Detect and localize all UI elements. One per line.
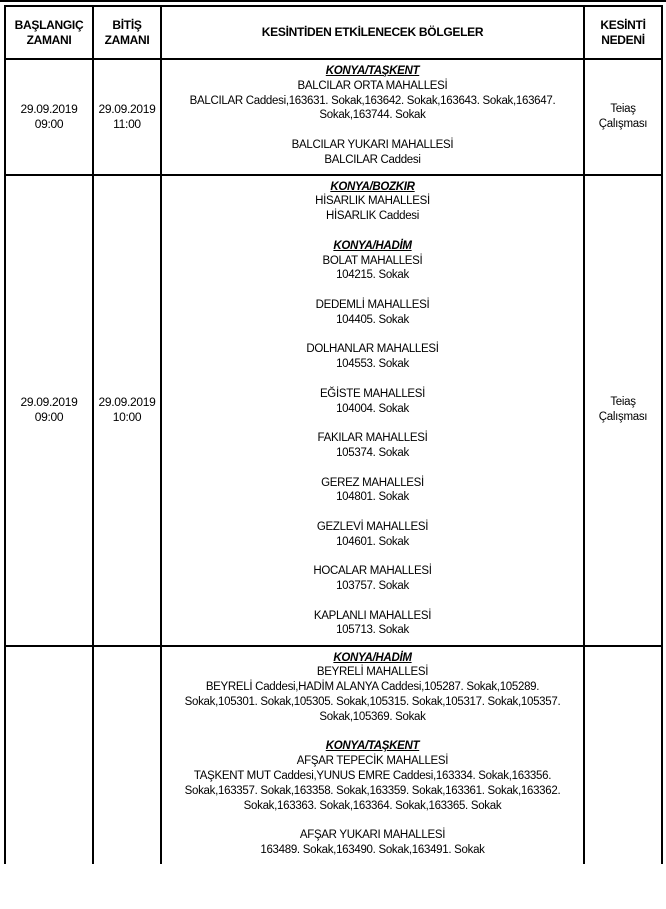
neighborhood-block [170, 298, 575, 328]
end-time-cell [93, 175, 161, 646]
neighborhood-name: KAPLANLI MAHALLESİ [313, 609, 432, 622]
neighborhood-block [170, 564, 575, 594]
outage-row [5, 59, 662, 175]
neighborhood-name: BALCILAR ORTA MAHALLESİ [297, 79, 448, 92]
outage-row [5, 175, 662, 646]
street-list: 163489. Sokak,163490. Sokak,163491. Sokak [260, 843, 485, 856]
neighborhood-name: BOLAT MAHALLESİ [322, 254, 423, 267]
neighborhood-name: AFŞAR YUKARI MAHALLESİ [299, 829, 446, 842]
start-time-cell [5, 59, 93, 175]
neighborhood-name: BALCILAR YUKARI MAHALLESİ [291, 138, 454, 151]
table-clip-region [4, 5, 664, 864]
end-date: 29.09.2019 [98, 101, 156, 116]
end-time: 10:00 [112, 410, 142, 425]
street-list: 104215. Sokak [336, 269, 409, 282]
neighborhood-name: FAKILAR MAHALLESİ [317, 432, 428, 445]
start-time: 09:00 [34, 116, 64, 131]
outage-reason-cell: Teiaş Çalışması [584, 175, 662, 646]
neighborhood-name: BEYRELİ MAHALLESİ [316, 666, 429, 679]
start-time: 09:00 [34, 410, 64, 425]
page-top-rule [0, 0, 666, 2]
table-header-row [5, 6, 662, 59]
neighborhood-name: DOLHANLAR MAHALLESİ [306, 343, 439, 356]
start-date: 29.09.2019 [20, 395, 78, 410]
street-list: 104553. Sokak [336, 358, 409, 371]
neighborhood-block [170, 431, 575, 461]
district-header: KONYA/HADİM [333, 239, 412, 252]
street-list: 104801. Sokak [336, 491, 409, 504]
end-time-cell [93, 646, 161, 864]
street-list: 103757. Sokak [336, 580, 409, 593]
regions-list [170, 651, 575, 864]
street-list: 104601. Sokak [336, 535, 409, 548]
street-list: 105713. Sokak [336, 624, 409, 637]
neighborhood-name: GEREZ MAHALLESİ [321, 476, 424, 489]
affected-regions-cell [161, 59, 584, 175]
start-date: 29.09.2019 [20, 101, 78, 116]
street-list: BALCILAR Caddesi [324, 153, 421, 166]
neighborhood-block [170, 520, 575, 550]
regions-list [170, 64, 575, 168]
neighborhood-block [170, 138, 575, 168]
neighborhood-block [170, 194, 575, 224]
neighborhood-block [170, 476, 575, 506]
neighborhood-name: DEDEMLİ MAHALLESİ [315, 298, 430, 311]
neighborhood-block [170, 79, 575, 123]
header-affected-regions: KESİNTİDEN ETKİLENECEK BÖLGELER [161, 6, 584, 59]
neighborhood-block [170, 665, 575, 724]
neighborhood-name: HİSARLIK MAHALLESİ [315, 195, 430, 208]
neighborhood-block [170, 609, 575, 639]
header-start-time: BAŞLANGIÇ ZAMANI [5, 6, 93, 59]
district-header: KONYA/HADİM [333, 651, 412, 664]
street-list: BEYRELİ Caddesi,HADİM ALANYA Caddesi,105287. Sokak,105289. Sokak,105301. Sokak,105305. Sokak,105315. Sokak,105317. Sokak,105357. Sokak,105369. Sokak [184, 681, 561, 723]
district-header: KONYA/TAŞKENT [325, 65, 420, 77]
affected-regions-cell [161, 646, 584, 864]
regions-list [170, 180, 575, 639]
outage-reason-cell [584, 646, 662, 864]
start-time-cell [5, 646, 93, 864]
end-date: 29.09.2019 [98, 395, 156, 410]
district-header: KONYA/BOZKIR [330, 180, 415, 193]
end-time: 11:00 [113, 116, 141, 131]
header-outage-reason: KESİNTİ NEDENİ [584, 6, 662, 59]
outage-row [5, 646, 662, 864]
neighborhood-name: EĞİSTE MAHALLESİ [319, 387, 426, 400]
start-time-cell [5, 175, 93, 646]
neighborhood-block [170, 754, 575, 813]
end-time-cell [93, 59, 161, 175]
district-header: KONYA/TAŞKENT [325, 740, 420, 753]
neighborhood-name: HOCALAR MAHALLESİ [313, 565, 432, 578]
street-list: BALCILAR Caddesi,163631. Sokak,163642. Sokak,163643. Sokak,163647. Sokak,163744. Sokak [189, 94, 556, 122]
affected-regions-cell [161, 175, 584, 646]
street-list: 104405. Sokak [336, 313, 409, 326]
neighborhood-block [170, 387, 575, 417]
street-list: 105374. Sokak [336, 446, 409, 459]
neighborhood-block [170, 254, 575, 284]
outage-reason-cell: Teiaş Çalışması [584, 59, 662, 175]
neighborhood-block [170, 828, 575, 858]
neighborhood-name: GEZLEVİ MAHALLESİ [316, 520, 429, 533]
street-list: TAŞKENT MUT Caddesi,YUNUS EMRE Caddesi,163334. Sokak,163356. Sokak,163357. Sokak,163358. Sokak,163359. Sokak,163361. Sokak,163362. Sokak,163363. Sokak,163364. Sokak,163365. Sokak [184, 769, 561, 812]
neighborhood-block [170, 342, 575, 372]
header-end-time: BİTİŞ ZAMANI [93, 6, 161, 59]
neighborhood-name: AFŞAR TEPECİK MAHALLESİ [296, 755, 449, 768]
street-list: HİSARLIK Caddesi [326, 210, 419, 223]
street-list: 104004. Sokak [336, 402, 409, 415]
outage-table [4, 5, 663, 864]
